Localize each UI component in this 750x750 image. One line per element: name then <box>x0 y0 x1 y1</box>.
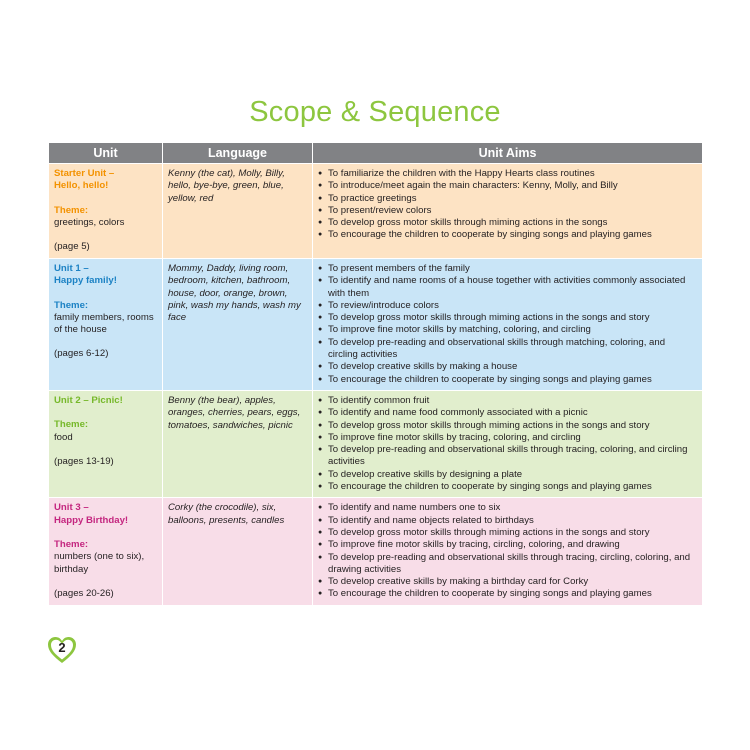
aim-item: ● To identify common fruit <box>318 395 697 407</box>
aim-item: ● To practice greetings <box>318 193 697 205</box>
unit-cell <box>49 164 163 259</box>
language-cell: Mommy, Daddy, living room, bedroom, kitchen, bathroom, house, door, orange, brown, pink, wash my hands, wash my face <box>163 259 313 391</box>
aim-item: ● To encourage the children to cooperate by singing songs and playing games <box>318 588 697 600</box>
unit-name: Starter Unit – <box>54 168 115 179</box>
aim-item: ● To present/review colors <box>318 205 697 217</box>
table-row <box>49 498 703 605</box>
aims-cell <box>313 498 703 605</box>
unit-cell <box>49 498 163 605</box>
unit-pages: (pages 6-12) <box>54 348 109 360</box>
aims-cell <box>313 390 703 497</box>
unit-pages: (page 5) <box>54 241 90 253</box>
unit-pages: (pages 13-19) <box>54 455 114 467</box>
aim-item: ● To identify and name rooms of a house together with activities commonly associated with them <box>318 275 697 300</box>
aim-item: ● To identify and name numbers one to six <box>318 502 697 514</box>
language-cell: Benny (the bear), apples, oranges, cherries, pears, eggs, tomatoes, sandwiches, picnic <box>163 390 313 497</box>
header-unit-aims: Unit Aims <box>313 143 703 164</box>
unit-cell <box>49 390 163 497</box>
aim-item: ● To encourage the children to cooperate by singing songs and playing games <box>318 374 697 386</box>
theme-value: numbers (one to six), birthday <box>54 551 145 575</box>
aims-list <box>318 395 697 493</box>
aim-item: ● To review/introduce colors <box>318 300 697 312</box>
aim-item: ● To develop creative skills by making a birthday card for Corky <box>318 576 697 588</box>
aims-list <box>318 168 697 242</box>
aim-item: ● To present members of the family <box>318 263 697 275</box>
aim-item: ● To identify and name food commonly associated with a picnic <box>318 407 697 419</box>
theme-value: greetings, colors <box>54 216 125 228</box>
header-language: Language <box>163 143 313 164</box>
aim-item: ● To develop pre-reading and observational skills through matching, coloring, and circling activities <box>318 337 697 362</box>
aims-list <box>318 502 697 600</box>
table-row <box>49 390 703 497</box>
aim-item: ● To improve fine motor skills by tracing, circling, coloring, and drawing <box>318 539 697 551</box>
unit-pages: (pages 20-26) <box>54 587 114 599</box>
aim-item: ● To introduce/meet again the main characters: Kenny, Molly, and Billy <box>318 180 697 192</box>
aim-item: ● To develop pre-reading and observational skills through tracing, coloring, and circling activities <box>318 444 697 469</box>
page-title: Scope & Sequence <box>249 96 501 128</box>
aims-cell <box>313 164 703 259</box>
unit-name: Happy Birthday! <box>54 514 129 526</box>
theme-value: family members, rooms of the house <box>54 311 154 336</box>
aim-item: ● To develop gross motor skills through miming actions in the songs and story <box>318 527 697 539</box>
theme-label: Theme: <box>54 299 89 311</box>
aim-item: ● To encourage the children to cooperate by singing songs and playing games <box>318 229 697 241</box>
language-cell: Kenny (the cat), Molly, Billy, hello, bye-bye, green, blue, yellow, red <box>163 164 313 259</box>
aim-item: ● To develop gross motor skills through miming actions in the songs and story <box>318 312 697 324</box>
aim-item: ● To develop gross motor skills through miming actions in the songs <box>318 217 697 229</box>
aim-item: ● To familiarize the children with the Happy Hearts class routines <box>318 168 697 180</box>
table-header-row <box>49 143 703 164</box>
aim-item: ● To develop pre-reading and observational skills through tracing, circling, coloring, and drawing activities <box>318 552 697 577</box>
page-number: 2 <box>58 640 66 655</box>
aim-item: ● To encourage the children to cooperate by singing songs and playing games <box>318 481 697 493</box>
theme-label: Theme: <box>54 538 89 550</box>
scope-sequence-table <box>48 142 703 606</box>
unit-name: Happy family! <box>54 275 117 287</box>
header-unit: Unit <box>49 143 163 164</box>
unit-cell <box>49 259 163 391</box>
table-row <box>49 259 703 391</box>
unit-name: Unit 1 – <box>54 263 89 274</box>
theme-label: Theme: <box>54 204 89 216</box>
aim-item: ● To identify and name objects related to birthdays <box>318 515 697 527</box>
theme-label: Theme: <box>54 419 89 431</box>
aim-item: ● To develop gross motor skills through miming actions in the songs and story <box>318 420 697 432</box>
aim-item: ● To develop creative skills by designing a plate <box>318 469 697 481</box>
unit-name: Unit 2 – Picnic! <box>54 394 123 406</box>
aims-cell <box>313 259 703 391</box>
unit-name: Unit 3 – <box>54 502 89 514</box>
aim-item: ● To develop creative skills by making a house <box>318 361 697 373</box>
aim-item: ● To improve fine motor skills by tracing, coloring, and circling <box>318 432 697 444</box>
table-row <box>49 164 703 259</box>
unit-name: Hello, hello! <box>54 180 109 192</box>
aim-item: ● To improve fine motor skills by matching, coloring, and circling <box>318 324 697 336</box>
language-cell: Corky (the crocodile), six, balloons, presents, candles <box>163 498 313 605</box>
aims-list <box>318 263 697 386</box>
theme-value: food <box>54 431 73 443</box>
